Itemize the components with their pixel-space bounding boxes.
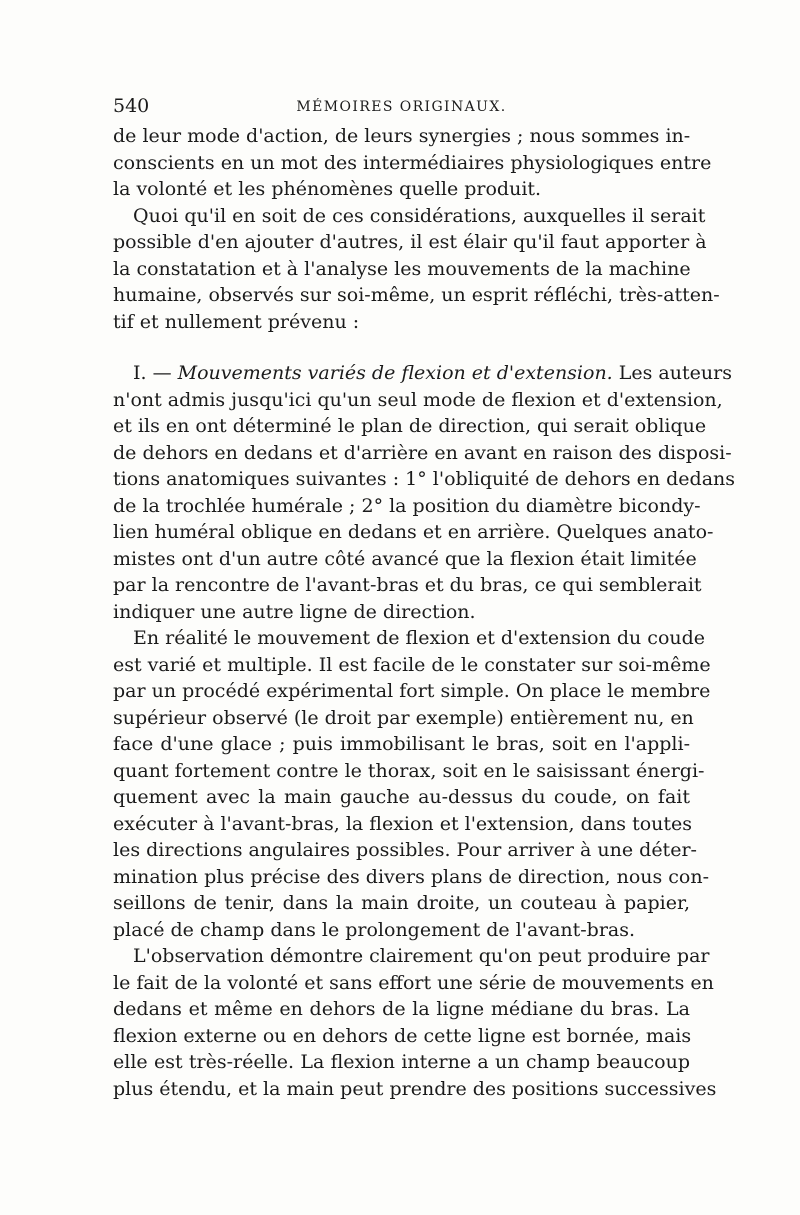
paragraph [113, 203, 720, 336]
text-line: de leur mode d'action, de leurs synergies ; nous sommes in- [113, 125, 691, 147]
text-line: indiquer une autre ligne de direction. [113, 600, 476, 623]
section-title: Mouvements variés de flexion et d'extension. [177, 362, 613, 384]
body-text [113, 123, 736, 1102]
text-line: quement avec la main gauche au-dessus du coude, on fait [113, 786, 690, 808]
text-line: de la trochlée humérale ; 2° la position du diamètre bicondy- [113, 494, 701, 517]
text-line: mination plus précise des divers plans de direction, nous con- [113, 865, 710, 888]
paragraph [113, 943, 717, 1102]
journal-title: MÉMOIRES ORIGINAUX. [296, 99, 507, 115]
text-line: le fait de la volonté et sans effort une série de mouvements en [113, 971, 714, 994]
section-paragraph [113, 360, 736, 625]
text-line: est varié et multiple. Il est facile de le constater sur soi-même [113, 653, 711, 676]
text-line: dedans et même en dehors de la ligne médiane du bras. La [113, 998, 690, 1020]
text-line: En réalité le mouvement de flexion et d'extension du coude [133, 627, 706, 649]
text-line: les directions angulaires possibles. Pour arriver à une déter- [113, 839, 697, 861]
text-line: possible d'en ajouter d'autres, il est élair qu'il faut apporter à [113, 231, 707, 253]
text-line: supérieur observé (le droit par exemple) entièrement nu, en [113, 706, 694, 729]
section-number: I. — [133, 362, 172, 384]
text-line: n'ont admis jusqu'ici qu'un seul mode de flexion et d'extension, [113, 388, 723, 411]
text-line: Quoi qu'il en soit de ces considérations, auxquelles il serait [133, 204, 706, 227]
text-line: flexion externe ou en dehors de cette ligne est bornée, mais [113, 1024, 692, 1047]
text-line: quant fortement contre le thorax, soit en le saisissant énergi- [113, 759, 705, 782]
page-number: 540 [113, 95, 150, 117]
text-line: face d'une glace ; puis immobilisant le bras, soit en l'appli- [113, 733, 690, 755]
section-heading-line [113, 360, 732, 387]
text-line: exécuter à l'avant-bras, la flexion et l'extension, dans toutes [113, 812, 693, 835]
text-line: placé de champ dans le prolongement de l'avant-bras. [113, 918, 636, 941]
text-line: elle est très-réelle. La flexion interne a un champ beaucoup [113, 1051, 690, 1073]
text-line: mistes ont d'un autre côté avancé que la flexion était limitée [113, 547, 697, 570]
text-line: et ils en ont déterminé le plan de direction, qui serait oblique [113, 415, 707, 437]
text-line: L'observation démontre clairement qu'on peut produire par [133, 945, 710, 967]
text-line: la constatation et à l'analyse les mouvements de la machine [113, 257, 691, 280]
section-gap [113, 335, 690, 360]
text-line: tif et nullement prévenu : [113, 310, 360, 333]
text-line: humaine, observés sur soi-même, un esprit réfléchi, très-atten- [113, 284, 720, 306]
text-line: lien huméral oblique en dedans et en arrière. Quelques anato- [113, 521, 714, 543]
text-line: par la rencontre de l'avant-bras et du bras, ce qui semblerait [113, 574, 702, 596]
section-first-line-rest: Les auteurs [612, 362, 732, 384]
text-line: conscients en un mot des intermédiaires physiologiques entre [113, 151, 712, 174]
text-line: de dehors en dedans et d'arrière en avant en raison des disposi- [113, 441, 732, 464]
text-line: la volonté et les phénomènes quelle produit. [113, 178, 542, 200]
paragraph [113, 625, 711, 943]
running-head [113, 94, 690, 118]
paragraph [113, 123, 712, 203]
text-line: par un procédé expérimental fort simple. On place le membre [113, 680, 711, 702]
text-line: tions anatomiques suivantes : 1° l'obliquité de dehors en dedans [113, 468, 736, 490]
text-line: plus étendu, et la main peut prendre des positions successives [113, 1077, 717, 1100]
text-line: seillons de tenir, dans la main droite, un couteau à papier, [113, 892, 690, 914]
